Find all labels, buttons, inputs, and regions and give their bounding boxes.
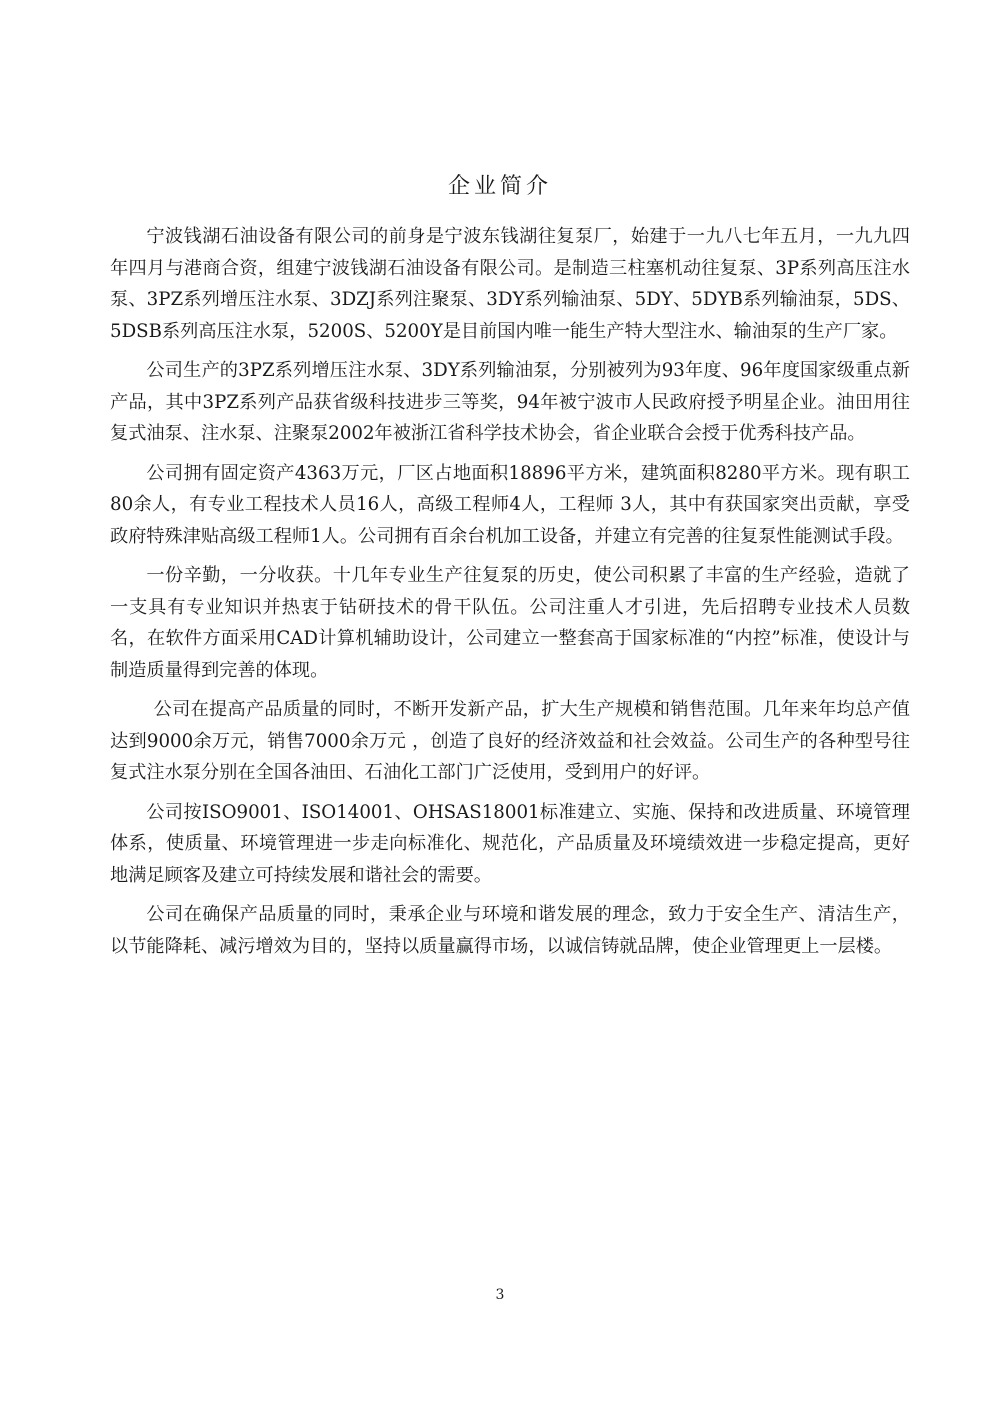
body-text xyxy=(110,221,910,970)
paragraph-experience: 一份辛勤，一分收获。十几年专业生产往复泵的历史，使公司积累了丰富的生产经验，造就了一支具有专业知识并热衷于钻研技术的骨干队伍。公司注重人才引进，先后招聘专业技术人员数名，在软件方面采用CAD计算机辅助设计，公司建立一整套高于国家标准的“内控”标准，使设计与制造质量得到完善的体现。 xyxy=(110,565,910,681)
paragraph-philosophy: 公司在确保产品质量的同时，秉承企业与环境和谐发展的理念，致力于安全生产、清洁生产，以节能降耗、减污增效为目的，坚持以质量赢得市场，以诚信铸就品牌，使企业管理更上一层楼。 xyxy=(110,904,910,957)
paragraph-output-sales: 公司在提高产品质量的同时，不断开发新产品，扩大生产规模和销售范围。几年来年均总产值达到9000余万元，销售7000余万元 ，创造了良好的经济效益和社会效益。公司生产的各种型号往复式注水泵分别在全国各油田、石油化工部门广泛使用，受到用户的好评。 xyxy=(110,699,910,783)
page-title: 企业简介 xyxy=(447,174,552,199)
paragraph-awards: 公司生产的3PZ系列增压注水泵、3DY系列输油泵，分别被列为93年度、96年度国家级重点新产品，其中3PZ系列产品获省级科技进步三等奖，94年被宁波市人民政府授予明星企业。油田用往复式油泵、注水泵、注聚泵2002年被浙江省科学技术协会，省企业联合会授于优秀科技产品。 xyxy=(110,360,910,444)
paragraph-management-systems: 公司按ISO9001、ISO14001、OHSAS18001标准建立、实施、保持和改进质量、环境管理体系，使质量、环境管理进一步走向标准化、规范化，产品质量及环境绩效进一步稳定提高，更好地满足顾客及建立可持续发展和谐社会的需要。 xyxy=(110,801,910,886)
paragraph-company-history: 宁波钱湖石油设备有限公司的前身是宁波东钱湖往复泵厂，始建于一九八七年五月，一九九四年四月与港商合资，组建宁波钱湖石油设备有限公司。是制造三柱塞机动往复泵、3P系列高压注水泵、3PZ系列增压注水泵、3DZJ系列注聚泵、3DY系列输油泵、5DY、5DYB系列输油泵，5DS、5DSB系列高压注水泵，5200S、5200Y是目前国内唯一能生产特大型注水、输油泵的生产厂家。 xyxy=(110,226,910,342)
paragraph-assets-staff: 公司拥有固定资产4363万元，厂区占地面积18896平方米，建筑面积8280平方米。现有职工80余人，有专业工程技术人员16人，高级工程师4人，工程师 3人，其中有获国家突出贡献，享受政府特殊津贴高级工程师1人。公司拥有百余台机加工设备，并建立有完善的往复泵性能测试手段。 xyxy=(110,462,910,547)
page-number: 3 xyxy=(495,1287,505,1303)
